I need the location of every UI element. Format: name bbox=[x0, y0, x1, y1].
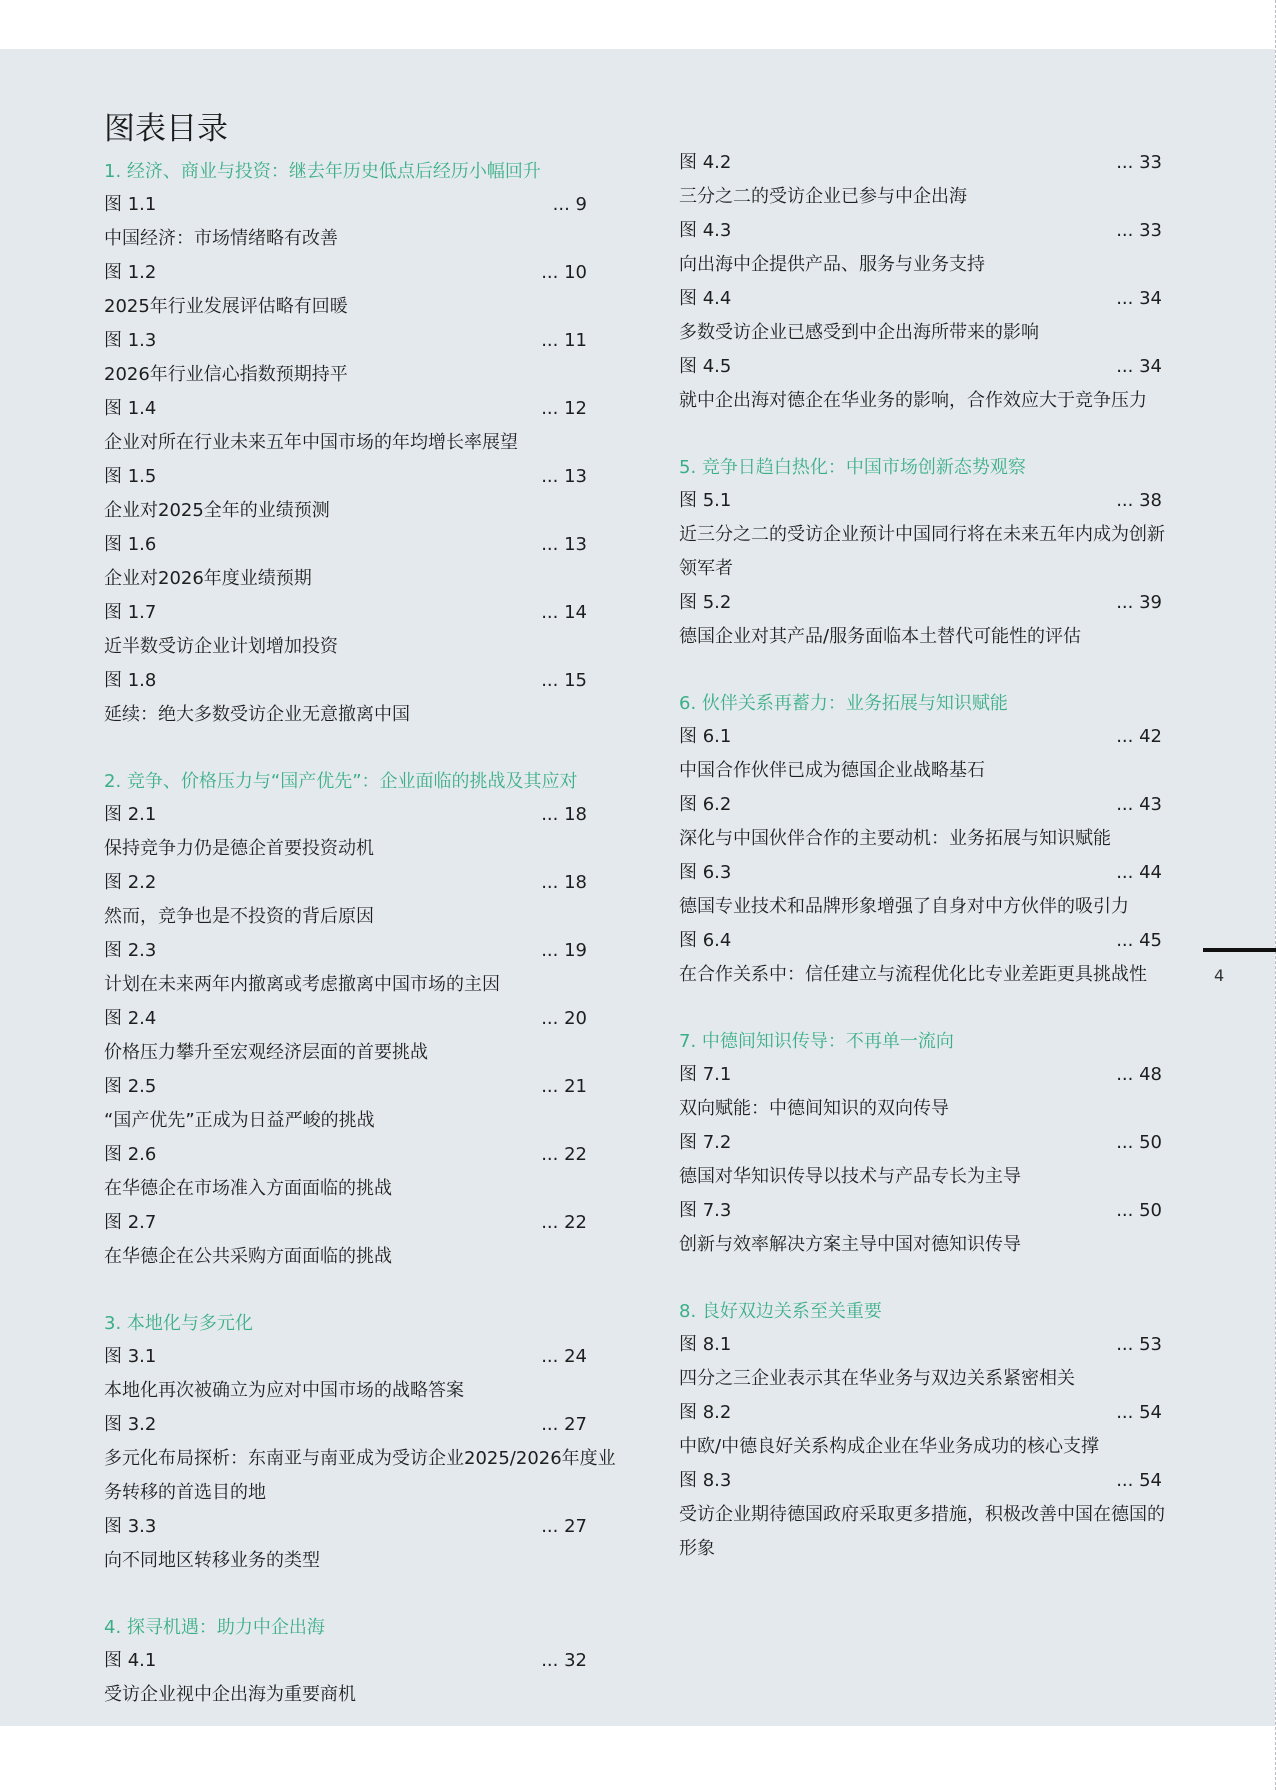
figure-label: 图 2.4 bbox=[104, 1008, 157, 1029]
figure-entry[interactable] bbox=[104, 1070, 587, 1104]
figure-entry[interactable] bbox=[679, 1058, 1162, 1092]
figure-caption: 双向赋能：中德间知识的双向传导 bbox=[679, 1098, 949, 1119]
figure-entry[interactable] bbox=[104, 596, 587, 630]
figure-caption: “国产优先”正成为日益严峻的挑战 bbox=[104, 1110, 375, 1131]
figure-entry[interactable] bbox=[679, 350, 1162, 384]
figure-label: 图 8.1 bbox=[679, 1334, 732, 1355]
figure-label: 图 5.1 bbox=[679, 490, 732, 511]
figure-entry[interactable] bbox=[104, 528, 587, 562]
figure-page-ref: ... 14 bbox=[541, 602, 587, 623]
figure-page-ref: ... 27 bbox=[541, 1414, 587, 1435]
toc-column-left bbox=[104, 155, 619, 1745]
figure-label: 图 2.3 bbox=[104, 940, 157, 961]
figure-entry[interactable] bbox=[679, 788, 1162, 822]
figure-label: 图 3.1 bbox=[104, 1346, 157, 1367]
figure-caption: 中国合作伙伴已成为德国企业战略基石 bbox=[679, 760, 985, 781]
section-heading[interactable]: 5. 竞争日趋白热化：中国市场创新态势观察 bbox=[679, 457, 1026, 478]
figure-entry[interactable] bbox=[679, 1126, 1162, 1160]
figure-page-ref: ... 18 bbox=[541, 804, 587, 825]
figure-label: 图 3.3 bbox=[104, 1516, 157, 1537]
figure-entry[interactable] bbox=[104, 324, 587, 358]
figure-entry[interactable] bbox=[104, 256, 587, 290]
figure-page-ref: ... 32 bbox=[541, 1650, 587, 1671]
toc-section bbox=[679, 1295, 1169, 1566]
figure-page-ref: ... 9 bbox=[552, 194, 587, 215]
figure-entry[interactable] bbox=[679, 1396, 1162, 1430]
figure-label: 图 8.3 bbox=[679, 1470, 732, 1491]
figure-label: 图 2.1 bbox=[104, 804, 157, 825]
figure-caption: 价格压力攀升至宏观经济层面的首要挑战 bbox=[104, 1042, 428, 1063]
figure-page-ref: ... 50 bbox=[1116, 1200, 1162, 1221]
figure-caption: 多数受访企业已感受到中企出海所带来的影响 bbox=[679, 322, 1039, 343]
figure-label: 图 6.4 bbox=[679, 930, 732, 951]
figure-entry[interactable] bbox=[679, 856, 1162, 890]
figure-entry[interactable] bbox=[104, 1138, 587, 1172]
figure-label: 图 3.2 bbox=[104, 1414, 157, 1435]
figure-caption: 延续：绝大多数受访企业无意撤离中国 bbox=[104, 704, 410, 725]
figure-page-ref: ... 20 bbox=[541, 1008, 587, 1029]
section-heading[interactable]: 2. 竞争、价格压力与“国产优先”：企业面临的挑战及其应对 bbox=[104, 771, 578, 792]
figure-page-ref: ... 54 bbox=[1116, 1470, 1162, 1491]
figure-caption: 在华德企在市场准入方面面临的挑战 bbox=[104, 1178, 392, 1199]
toc-section bbox=[104, 1611, 619, 1712]
figure-page-ref: ... 39 bbox=[1116, 592, 1162, 613]
figure-caption: 本地化再次被确立为应对中国市场的战略答案 bbox=[104, 1380, 464, 1401]
figure-page-ref: ... 38 bbox=[1116, 490, 1162, 511]
page-number: 4 bbox=[1214, 966, 1225, 985]
figure-caption: 受访企业视中企出海为重要商机 bbox=[104, 1684, 356, 1705]
figure-entry[interactable] bbox=[104, 1002, 587, 1036]
figure-label: 图 7.2 bbox=[679, 1132, 732, 1153]
figure-label: 图 4.5 bbox=[679, 356, 732, 377]
section-heading[interactable]: 1. 经济、商业与投资：继去年历史低点后经历小幅回升 bbox=[104, 161, 541, 182]
figure-caption: 中国经济：市场情绪略有改善 bbox=[104, 228, 338, 249]
toc-section bbox=[679, 1025, 1169, 1262]
figure-caption: 向不同地区转移业务的类型 bbox=[104, 1550, 320, 1571]
figure-label: 图 5.2 bbox=[679, 592, 732, 613]
figure-caption: 保持竞争力仍是德企首要投资动机 bbox=[104, 838, 374, 859]
figure-caption: 德国对华知识传导以技术与产品专长为主导 bbox=[679, 1166, 1021, 1187]
figure-entry[interactable] bbox=[104, 1340, 587, 1374]
toc-column-right bbox=[679, 146, 1169, 1599]
figure-page-ref: ... 19 bbox=[541, 940, 587, 961]
figure-page-ref: ... 33 bbox=[1116, 152, 1162, 173]
toc-section bbox=[679, 146, 1169, 418]
figure-entry[interactable] bbox=[679, 1464, 1162, 1498]
figure-caption: 多元化布局探析：东南亚与南亚成为受访企业2025/2026年度业务转移的首选目的地 bbox=[104, 1448, 616, 1503]
toc-section bbox=[104, 1307, 619, 1578]
figure-caption: 在华德企在公共采购方面面临的挑战 bbox=[104, 1246, 392, 1267]
toc-section bbox=[679, 451, 1169, 654]
figure-page-ref: ... 13 bbox=[541, 466, 587, 487]
figure-caption: 在合作关系中：信任建立与流程优化比专业差距更具挑战性 bbox=[679, 964, 1147, 985]
section-heading[interactable]: 4. 探寻机遇：助力中企出海 bbox=[104, 1617, 325, 1638]
figure-label: 图 1.3 bbox=[104, 330, 157, 351]
figure-label: 图 6.3 bbox=[679, 862, 732, 883]
figure-page-ref: ... 22 bbox=[541, 1144, 587, 1165]
figure-page-ref: ... 13 bbox=[541, 534, 587, 555]
figure-entry[interactable] bbox=[104, 1206, 587, 1240]
figure-caption: 近半数受访企业计划增加投资 bbox=[104, 636, 338, 657]
figure-label: 图 7.1 bbox=[679, 1064, 732, 1085]
section-heading[interactable]: 6. 伙伴关系再蓄力：业务拓展与知识赋能 bbox=[679, 693, 1008, 714]
figure-caption: 三分之二的受访企业已参与中企出海 bbox=[679, 186, 967, 207]
figure-page-ref: ... 44 bbox=[1116, 862, 1162, 883]
section-heading[interactable]: 8. 良好双边关系至关重要 bbox=[679, 1301, 882, 1322]
figure-label: 图 2.6 bbox=[104, 1144, 157, 1165]
figure-caption: 企业对2026年度业绩预期 bbox=[104, 568, 312, 589]
figure-entry[interactable] bbox=[679, 214, 1162, 248]
figure-page-ref: ... 33 bbox=[1116, 220, 1162, 241]
figure-entry[interactable] bbox=[104, 188, 587, 222]
figure-caption: 向出海中企提供产品、服务与业务支持 bbox=[679, 254, 985, 275]
figure-label: 图 6.1 bbox=[679, 726, 732, 747]
figure-label: 图 2.5 bbox=[104, 1076, 157, 1097]
figure-entry[interactable] bbox=[104, 1510, 587, 1544]
figure-label: 图 1.5 bbox=[104, 466, 157, 487]
figure-entry[interactable] bbox=[104, 1644, 587, 1678]
figure-caption: 德国企业对其产品/服务面临本土替代可能性的评估 bbox=[679, 626, 1082, 647]
figure-entry[interactable] bbox=[104, 866, 587, 900]
figure-page-ref: ... 15 bbox=[541, 670, 587, 691]
figure-page-ref: ... 10 bbox=[541, 262, 587, 283]
figure-caption: 中欧/中德良好关系构成企业在华业务成功的核心支撑 bbox=[679, 1436, 1100, 1457]
figure-caption: 2025年行业发展评估略有回暖 bbox=[104, 296, 348, 317]
figure-page-ref: ... 12 bbox=[541, 398, 587, 419]
figure-caption: 四分之三企业表示其在华业务与双边关系紧密相关 bbox=[679, 1368, 1075, 1389]
figure-caption: 就中企出海对德企在华业务的影响，合作效应大于竞争压力 bbox=[679, 390, 1147, 411]
figure-caption: 创新与效率解决方案主导中国对德知识传导 bbox=[679, 1234, 1021, 1255]
toc-section bbox=[679, 687, 1169, 992]
section-heading[interactable]: 7. 中德间知识传导：不再单一流向 bbox=[679, 1031, 954, 1052]
figure-caption: 受访企业期待德国政府采取更多措施，积极改善中国在德国的形象 bbox=[679, 1504, 1165, 1559]
figure-page-ref: ... 45 bbox=[1116, 930, 1162, 951]
figure-entry[interactable] bbox=[104, 460, 587, 494]
figure-label: 图 1.4 bbox=[104, 398, 157, 419]
figure-label: 图 2.2 bbox=[104, 872, 157, 893]
figure-entry[interactable] bbox=[679, 1328, 1162, 1362]
figure-entry[interactable] bbox=[104, 1408, 587, 1442]
figure-page-ref: ... 54 bbox=[1116, 1402, 1162, 1423]
figure-page-ref: ... 34 bbox=[1116, 356, 1162, 377]
figure-page-ref: ... 34 bbox=[1116, 288, 1162, 309]
figure-label: 图 4.2 bbox=[679, 152, 732, 173]
figure-entry[interactable] bbox=[679, 1194, 1162, 1228]
figure-entry[interactable] bbox=[679, 282, 1162, 316]
figure-caption: 深化与中国伙伴合作的主要动机：业务拓展与知识赋能 bbox=[679, 828, 1111, 849]
figure-caption: 计划在未来两年内撤离或考虑撤离中国市场的主因 bbox=[104, 974, 500, 995]
figure-entry[interactable] bbox=[679, 924, 1162, 958]
figure-caption: 2026年行业信心指数预期持平 bbox=[104, 364, 348, 385]
toc-section bbox=[104, 155, 619, 732]
page-title: 图表目录 bbox=[104, 110, 228, 147]
figure-entry[interactable] bbox=[679, 146, 1162, 180]
figure-caption: 近三分之二的受访企业预计中国同行将在未来五年内成为创新领军者 bbox=[679, 524, 1165, 579]
figure-label: 图 7.3 bbox=[679, 1200, 732, 1221]
figure-page-ref: ... 27 bbox=[541, 1516, 587, 1537]
figure-label: 图 1.8 bbox=[104, 670, 157, 691]
figure-page-ref: ... 43 bbox=[1116, 794, 1162, 815]
figure-page-ref: ... 42 bbox=[1116, 726, 1162, 747]
figure-page-ref: ... 53 bbox=[1116, 1334, 1162, 1355]
figure-page-ref: ... 18 bbox=[541, 872, 587, 893]
figure-label: 图 4.1 bbox=[104, 1650, 157, 1671]
figure-entry[interactable] bbox=[679, 586, 1162, 620]
section-heading[interactable]: 3. 本地化与多元化 bbox=[104, 1313, 253, 1334]
figure-page-ref: ... 48 bbox=[1116, 1064, 1162, 1085]
figure-caption: 德国专业技术和品牌形象增强了自身对中方伙伴的吸引力 bbox=[679, 896, 1129, 917]
figure-entry[interactable] bbox=[104, 934, 587, 968]
figure-page-ref: ... 50 bbox=[1116, 1132, 1162, 1153]
figure-entry[interactable] bbox=[104, 664, 587, 698]
figure-page-ref: ... 24 bbox=[541, 1346, 587, 1367]
figure-page-ref: ... 11 bbox=[541, 330, 587, 351]
figure-entry[interactable] bbox=[104, 392, 587, 426]
figure-label: 图 8.2 bbox=[679, 1402, 732, 1423]
toc-section bbox=[104, 765, 619, 1274]
page-marker-rule bbox=[1203, 948, 1276, 952]
figure-caption: 然而，竞争也是不投资的背后原因 bbox=[104, 906, 374, 927]
figure-label: 图 1.6 bbox=[104, 534, 157, 555]
figure-entry[interactable] bbox=[104, 798, 587, 832]
figure-label: 图 1.7 bbox=[104, 602, 157, 623]
figure-label: 图 2.7 bbox=[104, 1212, 157, 1233]
figure-entry[interactable] bbox=[679, 484, 1162, 518]
figure-label: 图 1.2 bbox=[104, 262, 157, 283]
figure-caption: 企业对2025全年的业绩预测 bbox=[104, 500, 330, 521]
figure-page-ref: ... 22 bbox=[541, 1212, 587, 1233]
figure-label: 图 1.1 bbox=[104, 194, 157, 215]
figure-label: 图 6.2 bbox=[679, 794, 732, 815]
figure-label: 图 4.3 bbox=[679, 220, 732, 241]
figure-entry[interactable] bbox=[679, 720, 1162, 754]
figure-page-ref: ... 21 bbox=[541, 1076, 587, 1097]
figure-label: 图 4.4 bbox=[679, 288, 732, 309]
figure-caption: 企业对所在行业未来五年中国市场的年均增长率展望 bbox=[104, 432, 518, 453]
